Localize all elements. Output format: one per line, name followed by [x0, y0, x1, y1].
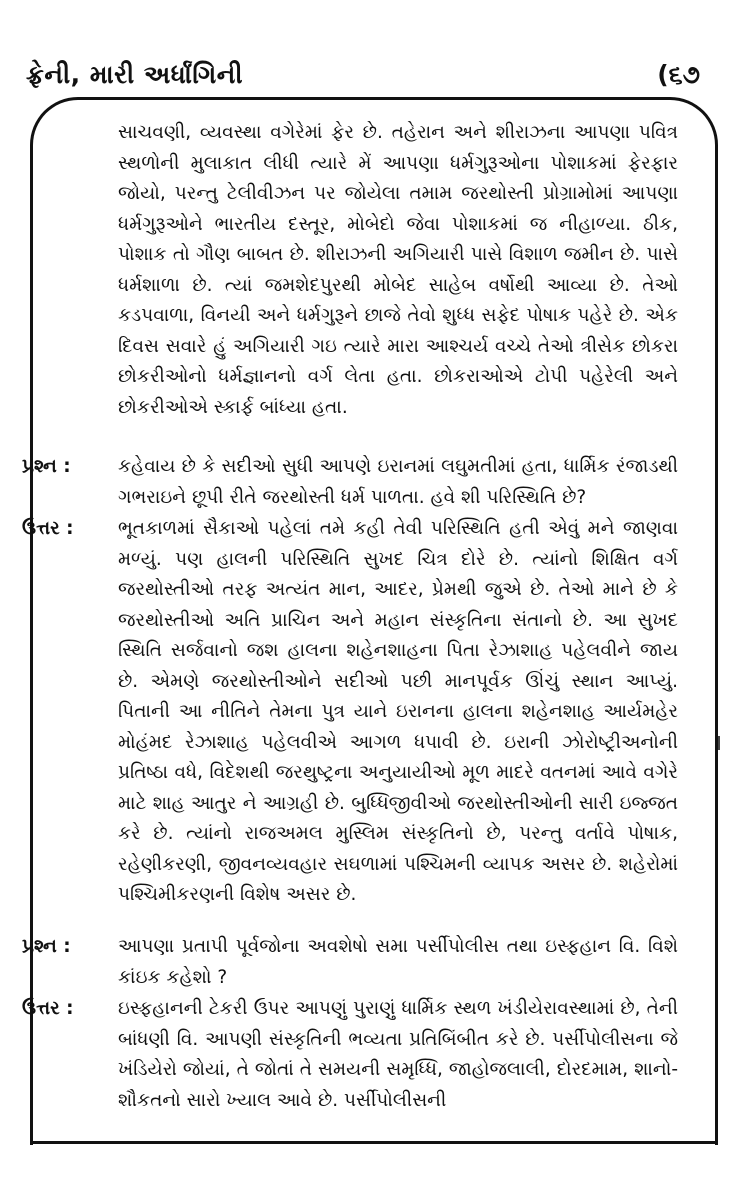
answer-text: ઇસ્ફહાનની ટેકરી ઉપર આપણું પુરાણું ધાર્મિક સ્થળ ખંડીયેરાવસ્થામાં છે, તેની બાંધણી વિ. આપણી સંસ્કૃતિની ભવ્યતા પ્રતિબિંબીત કરે છે. પર્સીપોલીસના જે ખંડિયેરો જોયાં, તે જોતાં તે સમયની સમૃધ્ધિ, જાહોજલાલી, દોરદમામ, શાનો-શૌકતનો સારો ખ્યાલ આવે છે. પર્સીપોલીસની — [118, 998, 678, 1111]
question-text: કહેવાય છે કે સદીઓ સુધી આપણે ઇરાનમાં લઘુમતીમાં હતા, ધાર્મિક રંજાડથી ગભરાઇને છૂપી રીતે જરથોસ્તી ધર્મ પાળતા. હવે શી પરિસ્થિતિ છે? — [118, 456, 678, 508]
question-label: પ્રશ્ન : — [22, 456, 71, 477]
page-header-title: ફ્રેની, મારી અર્ધાંગિની — [26, 60, 244, 89]
answer-label: ઉત્તર : — [22, 518, 74, 539]
question-label: પ્રશ્ન : — [22, 936, 71, 957]
answer-text: ભૂતકાળમાં સૈકાઓ પહેલાં તમે કહી તેવી પરિસ્થિતિ હતી એવું મને જાણવા મળ્યું. પણ હાલની પરિસ્થિતિ સુખદ ચિત્ર દોરે છે. ત્યાંનો શિક્ષિત વર્ગ જરથોસ્તીઓ તરફ અત્યંત માન, આદર, પ્રેમથી જુએ છે. તેઓ માને છે કે જરથોસ્તીઓ અતિ પ્રાચિન અને મહાન સંસ્કૃતિના સંતાનો છે. આ સુખદ સ્થિતિ સર્જવાનો જશ હાલના શહેનશાહના પિતા રેઝાશાહ પહેલવીને જાય છે. એમણે જરથોસ્તીઓને સદીઓ પછી માનપૂર્વક ઊંચું સ્થાન આપ્યું. પિતાની આ નીતિને તેમના પુત્ર યાને ઇરાનના હાલના શહેનશાહ આર્યમહેર મોહંમદ રેઝાશાહ પહેલવીએ આગળ ધપાવી છે. ઇરાની ઝોરોષ્ટ્રીઅનોની પ્રતિષ્ઠા વધે, વિદેશથી જરથુષ્ટ્રના અનુયાયીઓ મૂળ માદરે વતનમાં આવે વગેરે માટે શાહ આતુર ને આગ્રહી છે. બુધ્ધિજીવીઓ જરથોસ્તીઓની સારી ઇજ્જત કરે છે. ત્યાંનો રાજઅમલ મુસ્લિમ સંસ્કૃતિનો છે, પરન્તુ વર્તાવે પોષાક, રહેણીકરણી, જીવનવ્યવહાર સઘળામાં પશ્ચિમની વ્યાપક અસર છે. શહેરોમાં પશ્ચિમીકરણની વિશેષ અસર છે. — [118, 518, 678, 905]
page-number: (૬૭ — [657, 60, 700, 89]
answer-label: ઉત્તર : — [22, 998, 74, 1019]
scan-mark — [718, 736, 720, 750]
intro-paragraph: સાચવણી, વ્યવસ્થા વગેરેમાં ફેર છે. તહેરાન અને શીરાઝના આપણા પવિત્ર સ્થળોની મુલાકાત લીધી ત્યારે મેં આપણા ધર્મગુરૂઓના પોશાકમાં ફેરફાર જોયો, પરન્તુ ટેલીવીઝન પર જોયેલા તમામ જરથોસ્તી પ્રોગ્રામોમાં આપણા ધર્મગુરૂઓને ભારતીય દસ્તૂર, મોબેદો જેવા પોશાકમાં જ નીહાળ્યા. ઠીક, પોશાક તો ગૌણ બાબત છે. શીરાઝની અગિયારી પાસે વિશાળ જમીન છે. પાસે ધર્મશાળા છે. ત્યાં જમશેદપુરથી મોબેદ સાહેબ વર્ષોથી આવ્યા છે. તેઓ કડપવાળા, વિનયી અને ધર્મગુરૂને છાજે તેવો શુધ્ધ સફેદ પોષાક પહેરે છે. એક દિવસ સવારે હું અગિયારી ગઇ ત્યારે મારા આશ્ચર્ય વચ્ચે તેઓ ત્રીસેક છોકરા છોકરીઓનો ધર્મજ્ઞાનનો વર્ગ લેતા હતા. છોકરાઓએ ટોપી પહેરેલી અને છોકરીઓએ સ્કાર્ફ બાંધ્યા હતા. — [118, 122, 678, 418]
bottom-border-line — [30, 1141, 718, 1144]
question-text: આપણા પ્રતાપી પૂર્વજોના અવશેષો સમા પર્સીપોલીસ તથા ઇસ્ફહાન વિ. વિશે કાંઇક કહેશો ? — [118, 936, 678, 988]
